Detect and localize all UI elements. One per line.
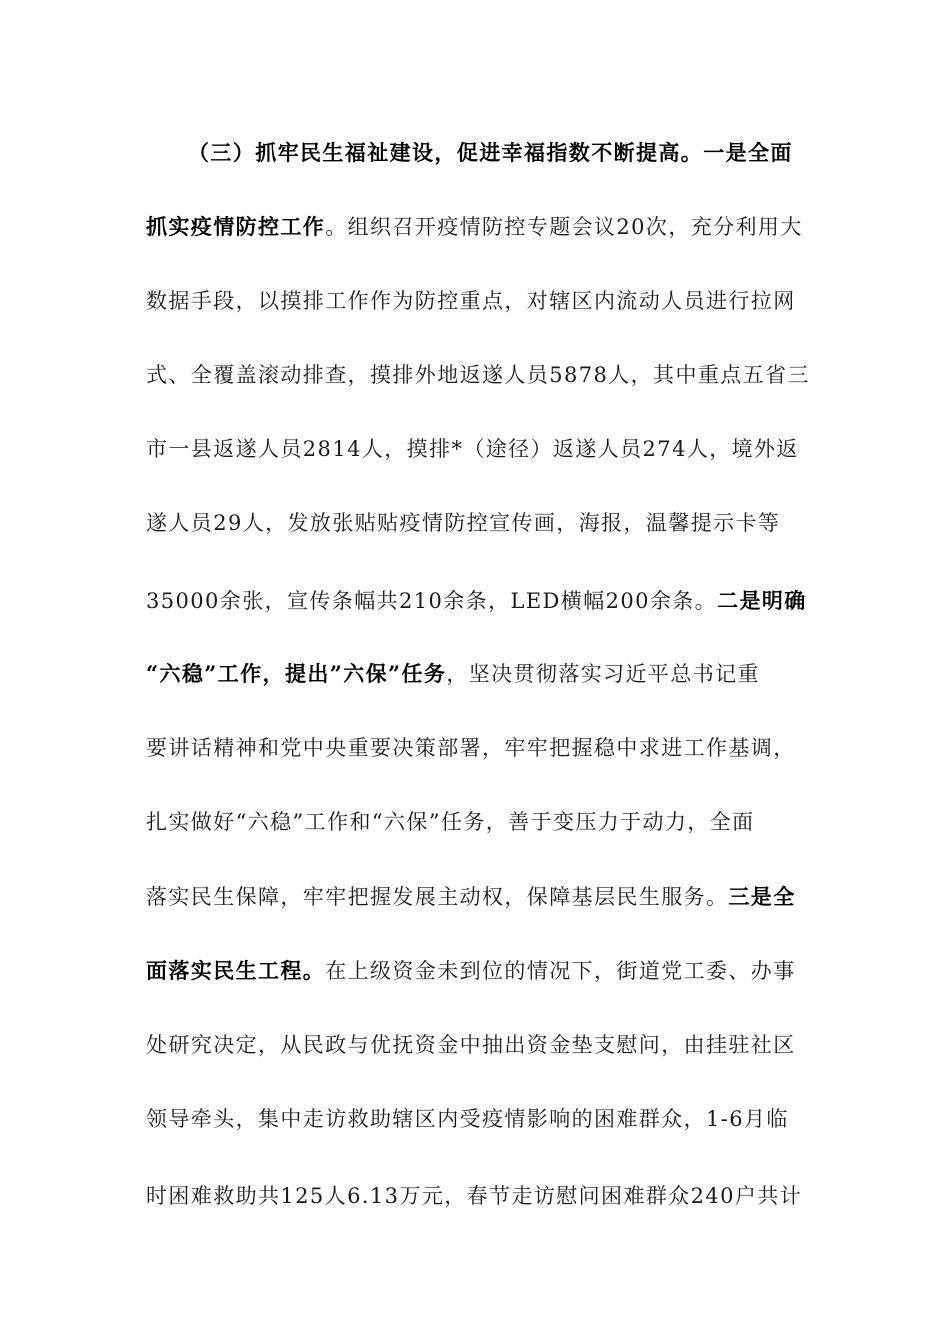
text-line-15 bbox=[146, 1176, 806, 1216]
body-text: 时困难救助共125人6.13万元，春节走访慰问困难群众240户共计 bbox=[146, 1184, 803, 1208]
bold-phrase: “六稳”工作，提出”六保”任务 bbox=[146, 661, 447, 686]
body-text: 扎实做好“六稳”工作和“六保”任务，善于变压力于动力，全面 bbox=[146, 810, 755, 834]
body-text: 遂人员29人，发放张贴贴疫情防控宣传画，海报，温馨提示卡等 bbox=[146, 511, 781, 535]
body-text: 市一县返遂人员2814人，摸排*（途径）返遂人员274人，境外返 bbox=[146, 437, 799, 461]
bold-phrase: 二是明确 bbox=[717, 588, 807, 613]
bold-phrase: 面落实民生工程。 bbox=[146, 958, 326, 983]
text-line-13 bbox=[146, 1025, 806, 1065]
body-text: 35000余张，宣传条幅共210余条，LED横幅200余条。 bbox=[146, 589, 718, 613]
text-line-12 bbox=[146, 951, 806, 991]
bold-phrase: 一是全面 bbox=[703, 140, 793, 165]
text-line-1 bbox=[188, 133, 806, 173]
text-line-2 bbox=[146, 207, 806, 247]
bold-phrase: 三是全 bbox=[728, 884, 796, 909]
text-line-14 bbox=[146, 1099, 806, 1139]
text-line-5 bbox=[146, 429, 806, 469]
text-line-6 bbox=[146, 503, 806, 543]
text-line-8 bbox=[146, 654, 806, 694]
body-text: 。组织召开疫情防控专题会议20次，充分利用大 bbox=[325, 215, 803, 239]
body-text: 在上级资金未到位的情况下，街道党工委、办事 bbox=[325, 959, 796, 983]
bold-phrase: 抓实疫情防控工作 bbox=[146, 214, 326, 239]
text-line-7 bbox=[146, 581, 806, 621]
text-line-4 bbox=[146, 355, 810, 395]
body-text: 数据手段，以摸排工作作为防控重点，对辖区内流动人员进行拉网 bbox=[146, 289, 796, 313]
text-line-9 bbox=[146, 728, 806, 768]
body-text: ，坚决贯彻落实习近平总书记重 bbox=[446, 662, 760, 686]
body-text: 处研究决定，从民政与优抚资金中抽出资金垫支慰问，由挂驻社区 bbox=[146, 1033, 796, 1057]
text-line-3 bbox=[146, 281, 806, 321]
text-line-10 bbox=[146, 802, 806, 842]
section-heading: （三）抓牢民生福祉建设，促进幸福指数不断提高。 bbox=[188, 140, 704, 165]
body-text: 要讲话精神和党中央重要决策部署，牢牢把握稳中求进工作基调， bbox=[146, 736, 796, 760]
text-line-11 bbox=[146, 877, 806, 917]
body-text: 落实民生保障，牢牢把握发展主动权，保障基层民生服务。 bbox=[146, 885, 729, 909]
body-text: 式、全覆盖滚动排查，摸排外地返遂人员5878人，其中重点五省三 bbox=[146, 363, 810, 387]
body-text: 领导牵头，集中走访救助辖区内受疫情影响的困难群众，1-6月临 bbox=[146, 1107, 789, 1131]
